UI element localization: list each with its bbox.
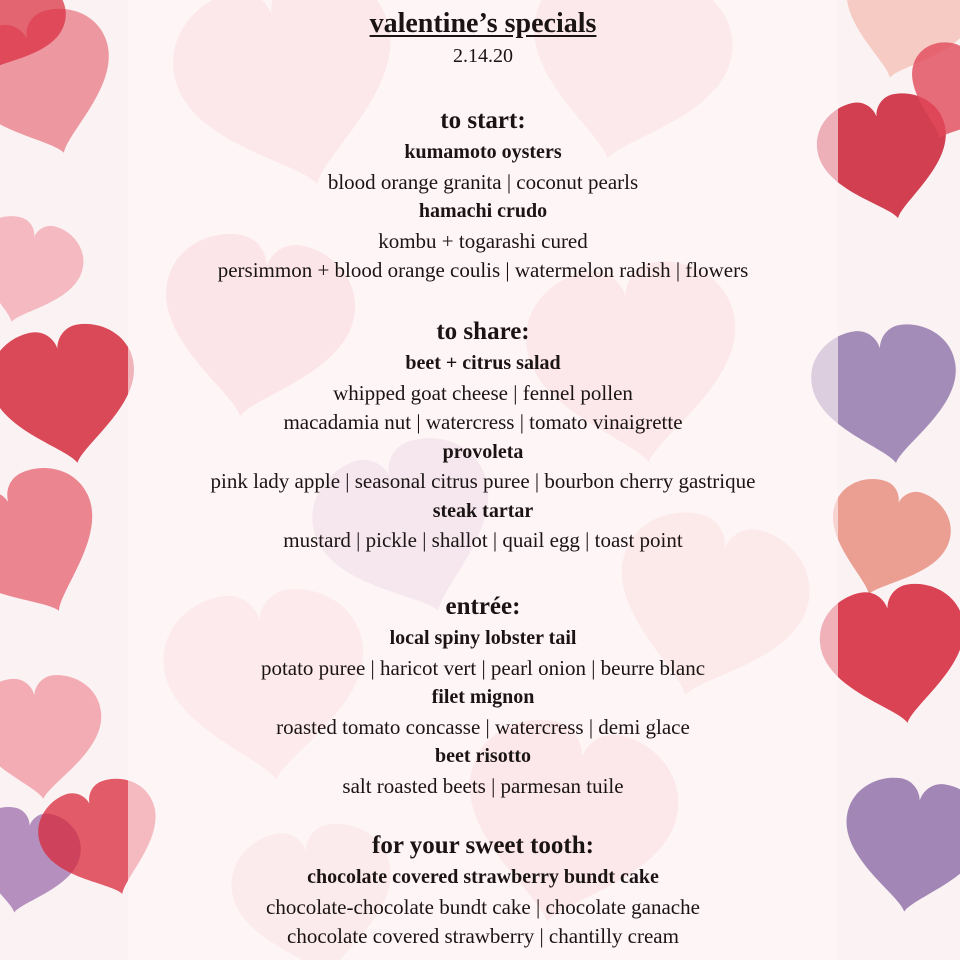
section-heading: to share: xyxy=(436,318,530,345)
dish-description: salt roasted beets | parmesan tuile xyxy=(342,773,624,798)
dish-name: local spiny lobster tail xyxy=(389,627,577,649)
dish-description: mustard | pickle | shallot | quail egg | toast point xyxy=(283,528,683,552)
section-entree xyxy=(128,590,838,801)
dish-name: beet + citrus salad xyxy=(405,352,561,374)
heart-shape xyxy=(0,451,127,642)
dish-name: beet risotto xyxy=(434,745,532,767)
section-heading: for your sweet tooth: xyxy=(372,832,594,859)
dish-description: persimmon + blood orange coulis | watermelon radish | flowers xyxy=(217,258,749,282)
dish-name: hamachi crudo xyxy=(418,200,548,222)
dish-name: provoleta xyxy=(442,440,524,463)
dish-name: kumamoto oysters xyxy=(404,141,562,163)
dish-description: potato puree | haricot vert | pearl onion | beurre blanc xyxy=(260,655,706,680)
section-to-share xyxy=(128,315,838,556)
dish-description: chocolate covered strawberry | chantilly cream xyxy=(287,924,679,948)
section-to-start xyxy=(128,104,838,286)
menu-title: valentine’s specials xyxy=(369,8,597,39)
dish-description: roasted tomato concasse | watercress | demi glace xyxy=(276,714,690,739)
menu-date: 2.14.20 xyxy=(453,45,513,67)
dish-name: steak tartar xyxy=(432,499,534,522)
dish-description: whipped goat cheese | fennel pollen xyxy=(333,380,633,405)
heart-shape xyxy=(0,208,91,336)
heart-shape xyxy=(0,671,108,804)
dish-name: chocolate covered strawberry bundt cake xyxy=(307,866,659,888)
dish-name: filet mignon xyxy=(431,686,535,708)
section-heading: to start: xyxy=(440,107,526,134)
dish-description: macadamia nut | watercress | tomato vinaigrette xyxy=(283,410,683,434)
dish-description: chocolate-chocolate bundt cake | chocolate ganache xyxy=(266,894,700,919)
dish-description: kombu + togarashi cured xyxy=(378,228,588,253)
menu xyxy=(128,0,838,960)
heart-shape xyxy=(0,316,149,475)
dish-description: blood orange granita | coconut pearls xyxy=(327,169,639,194)
heart-shape xyxy=(835,772,960,922)
dish-description: pink lady apple | seasonal citrus puree | bourbon cherry gastrique xyxy=(210,469,756,493)
section-heading: entrée: xyxy=(445,593,521,620)
section-sweet-tooth xyxy=(128,829,838,952)
